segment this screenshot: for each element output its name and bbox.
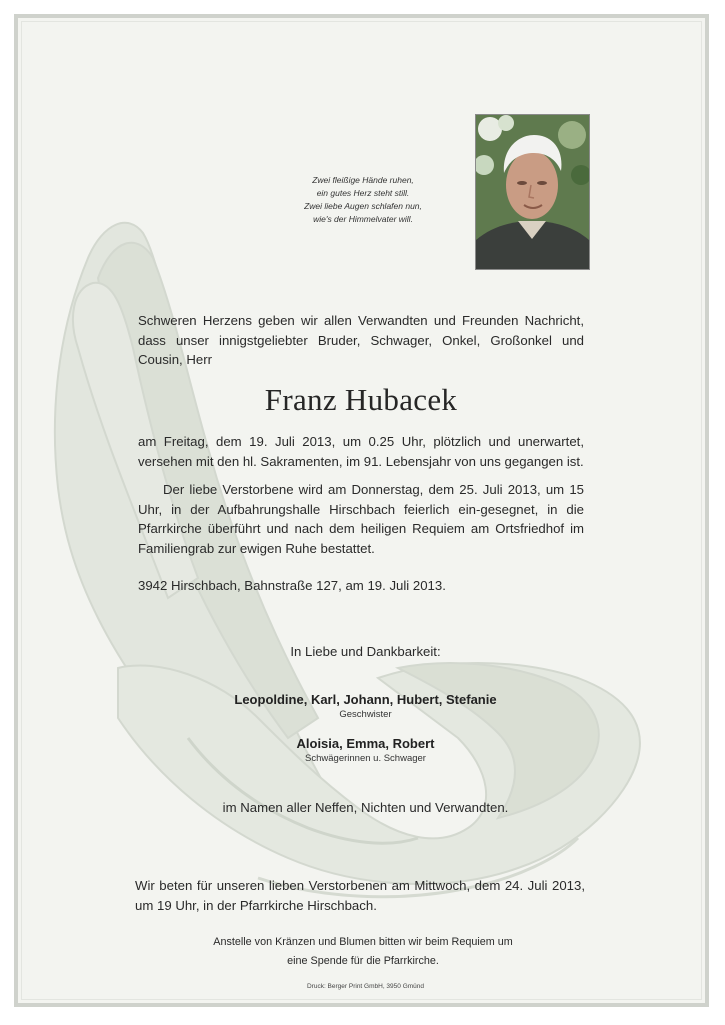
main-text: [138, 432, 584, 596]
poem: [268, 174, 458, 226]
prayer-text: Wir beten für unseren lieben Verstorbenen am Mittwoch, dem 24. Juli 2013, um 19 Uhr, in der Pfarrkirche Hirschbach.: [135, 878, 585, 913]
poem-line: ein gutes Herz steht still.: [316, 188, 410, 198]
donation-text: Anstelle von Kränzen und Blumen bitten wir beim Requiem um eine Spende für die Pfarrkirche.: [213, 936, 513, 967]
poem-line: Zwei liebe Augen schlafen nun,: [304, 201, 422, 211]
family-names: Aloisia, Emma, Robert: [296, 736, 435, 751]
portrait-icon: [476, 115, 589, 269]
printer-credit: Druck: Berger Print GmbH, 3950 Gmünd: [306, 983, 425, 990]
poem-line: Zwei fleißige Hände ruhen,: [312, 175, 414, 185]
deceased-name: Franz Hubacek: [264, 382, 458, 417]
intro-text: Schweren Herzens geben wir allen Verwandten und Freunden Nachricht, dass unser innigstgeliebter Bruder, Schwager, Onkel, Großonkel und Cousin, Herr: [138, 313, 584, 367]
family-relation: Geschwister: [339, 709, 392, 720]
family-relation: Schwägerinnen u. Schwager: [305, 753, 426, 764]
family-names: Leopoldine, Karl, Johann, Hubert, Stefanie: [234, 692, 497, 707]
closing-line: In Liebe und Dankbarkeit:: [290, 644, 441, 659]
funeral-paragraph: Der liebe Verstorbene wird am Donnerstag, dem 25. Juli 2013, um 15 Uhr, in der Aufbahrungshalle Hirschbach feierlich ein-gesegnet, in die Pfarrkirche überführt und nach dem heiligen Requiem am Ortsfriedhof im Familiengrab zur ewigen Ruhe bestattet.: [138, 482, 584, 556]
death-paragraph: am Freitag, dem 19. Juli 2013, um 0.25 Uhr, plötzlich und unerwartet, versehen mit den hl. Sakramenten, im 91. Lebensjahr von uns gegangen ist.: [138, 434, 584, 469]
obituary-card: [14, 14, 709, 1007]
relatives-line: im Namen aller Neffen, Nichten und Verwandten.: [222, 800, 509, 815]
poem-line: wie's der Himmelvater will.: [313, 214, 413, 224]
portrait-photo: [475, 114, 590, 270]
place-date: 3942 Hirschbach, Bahnstraße 127, am 19. Juli 2013.: [138, 578, 446, 593]
